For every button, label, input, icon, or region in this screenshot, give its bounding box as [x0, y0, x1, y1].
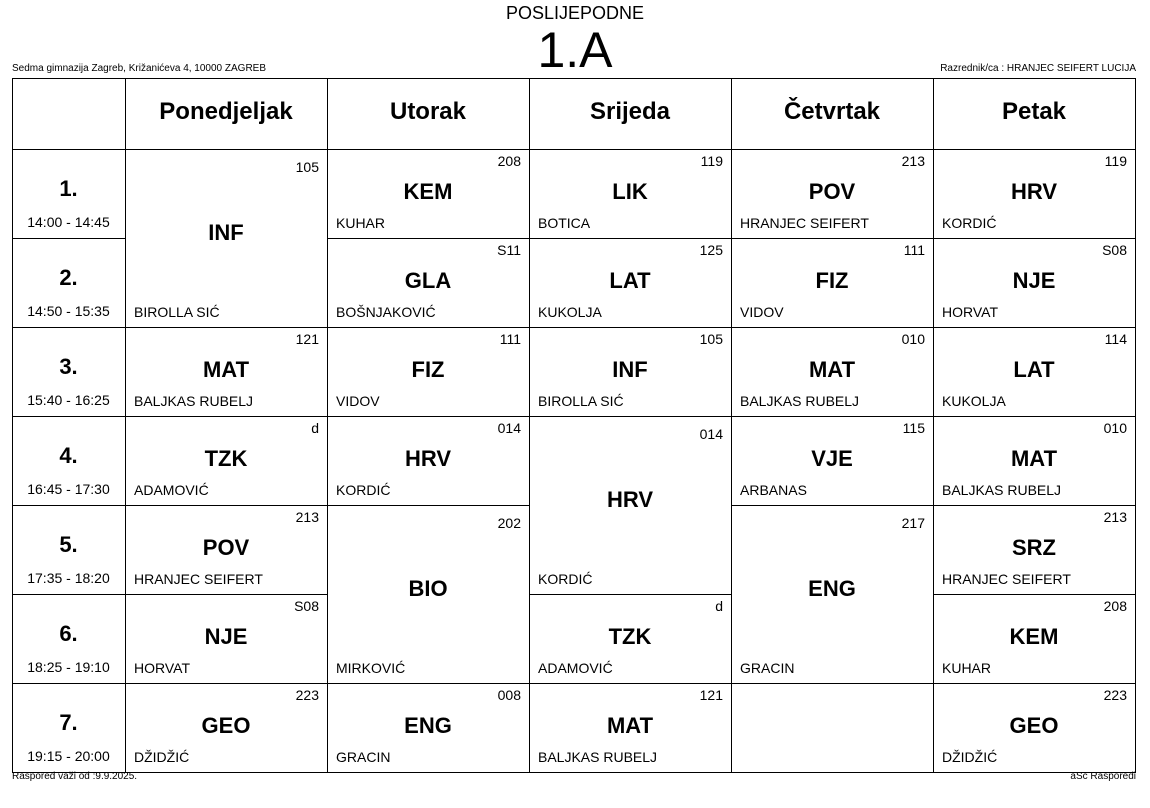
- period-number: 3.: [59, 354, 78, 379]
- lesson-teacher: BOTICA: [538, 215, 591, 231]
- class-title: 1.A: [537, 22, 613, 78]
- period-number: 7.: [59, 710, 78, 735]
- lesson-room: S11: [497, 242, 521, 258]
- lesson-teacher: KORDIĆ: [942, 215, 997, 231]
- lesson-teacher: BIROLLA SIĆ: [538, 393, 624, 409]
- lesson-subject: GEO: [1009, 713, 1059, 738]
- day-header: Petak: [1001, 98, 1067, 125]
- period-number: 1.: [59, 176, 78, 201]
- lesson-room: 119: [700, 153, 723, 169]
- lesson-teacher: GRACIN: [336, 749, 391, 765]
- lesson-cell: [529, 149, 731, 238]
- lesson-room: 223: [1103, 687, 1127, 703]
- lesson-cell: [327, 149, 529, 238]
- lesson-teacher: HRANJEC SEIFERT: [942, 571, 1071, 587]
- period-number: 2.: [59, 265, 78, 290]
- lesson-subject: LAT: [1013, 357, 1055, 382]
- lesson-subject: MAT: [808, 357, 856, 382]
- period-time: 15:40 - 16:25: [27, 392, 110, 408]
- lesson-room: 208: [497, 153, 521, 169]
- lesson-teacher: BALJKAS RUBELJ: [740, 393, 860, 409]
- lesson-room: 125: [699, 242, 723, 258]
- lesson-room: 111: [499, 331, 521, 347]
- period-number: 4.: [59, 443, 78, 468]
- lesson-cell: [125, 327, 327, 416]
- lesson-room: S08: [294, 598, 319, 614]
- lesson-subject: INF: [612, 357, 648, 382]
- lesson-room: 014: [699, 426, 723, 442]
- grid-row-line: [12, 594, 125, 595]
- lesson-room: 202: [497, 515, 521, 531]
- lesson-teacher: DŽIDŽIĆ: [134, 749, 190, 765]
- grid-col-line: [1135, 78, 1136, 772]
- lesson-cell: [933, 327, 1135, 416]
- lesson-cell: [731, 149, 933, 238]
- lesson-teacher: KORDIĆ: [336, 482, 391, 498]
- lesson-room: 010: [1103, 420, 1127, 436]
- lesson-teacher: BIROLLA SIĆ: [134, 304, 220, 320]
- school-address: Sedma gimnazija Zagreb, Križanićeva 4, 10000 ZAGREB: [12, 63, 267, 74]
- lesson-teacher: ADAMOVIĆ: [134, 482, 209, 498]
- lesson-teacher: ARBANAS: [740, 482, 807, 498]
- lesson-room: 008: [497, 687, 521, 703]
- grid-row-line: [12, 238, 125, 239]
- lesson-cell: [529, 683, 731, 772]
- lesson-cell: [327, 683, 529, 772]
- homeroom-teacher: Razrednik/ca : HRANJEC SEIFERT LUCIJA: [940, 63, 1136, 74]
- day-header: Srijeda: [589, 98, 671, 125]
- lesson-cell: [731, 238, 933, 327]
- lesson-teacher: VIDOV: [336, 393, 380, 409]
- valid-from-note: Raspored važi od :9.9.2025.: [12, 771, 138, 782]
- shift-label: POSLIJEPODNE: [505, 3, 645, 23]
- lesson-subject: BIO: [408, 576, 448, 601]
- lesson-teacher: HORVAT: [134, 660, 191, 676]
- lesson-cell: [731, 327, 933, 416]
- grid-row-line: [12, 683, 125, 684]
- cell-divider: [327, 772, 529, 773]
- lesson-subject: POV: [202, 535, 250, 560]
- lesson-teacher: HORVAT: [942, 304, 999, 320]
- lesson-teacher: HRANJEC SEIFERT: [740, 215, 869, 231]
- lesson-room: 213: [1103, 509, 1127, 525]
- lesson-room: d: [311, 420, 319, 436]
- lesson-room: 223: [295, 687, 319, 703]
- period-time: 18:25 - 19:10: [27, 659, 110, 675]
- grid-row-line: [12, 505, 125, 506]
- lesson-cell: [731, 416, 933, 505]
- grid-row-line: [12, 327, 125, 328]
- lesson-room: 213: [295, 509, 319, 525]
- lesson-teacher: BALJKAS RUBELJ: [134, 393, 254, 409]
- period-number: 6.: [59, 621, 78, 646]
- period-time: 19:15 - 20:00: [27, 748, 110, 764]
- lesson-cell: [327, 327, 529, 416]
- lesson-cell: [933, 416, 1135, 505]
- lesson-subject: GEO: [201, 713, 251, 738]
- lesson-room: 105: [295, 159, 319, 175]
- lesson-teacher: BALJKAS RUBELJ: [538, 749, 658, 765]
- cell-divider: [125, 772, 327, 773]
- lesson-subject: MAT: [1010, 446, 1058, 471]
- lesson-room: 010: [901, 331, 925, 347]
- lesson-cell: [529, 238, 731, 327]
- lesson-subject: MAT: [202, 357, 250, 382]
- lesson-cell: [933, 594, 1135, 683]
- lesson-teacher: KUHAR: [942, 660, 992, 676]
- lesson-teacher: KORDIĆ: [538, 571, 593, 587]
- lesson-room: 121: [699, 687, 723, 703]
- period-time: 17:35 - 18:20: [27, 570, 110, 586]
- lesson-subject: SRZ: [1012, 535, 1056, 560]
- lesson-cell: [125, 416, 327, 505]
- lesson-teacher: GRACIN: [740, 660, 795, 676]
- lesson-teacher: BALJKAS RUBELJ: [942, 482, 1062, 498]
- lesson-teacher: VIDOV: [740, 304, 784, 320]
- lesson-teacher: KUKOLJA: [538, 304, 602, 320]
- lesson-room: 105: [699, 331, 723, 347]
- lesson-subject: ENG: [404, 713, 452, 738]
- lesson-subject: HRV: [606, 487, 654, 512]
- lesson-subject: FIZ: [411, 357, 445, 382]
- lesson-room: 208: [1103, 598, 1127, 614]
- grid-border-top: [12, 78, 1135, 79]
- lesson-room: 213: [901, 153, 925, 169]
- lesson-room: S08: [1102, 242, 1127, 258]
- lesson-cell: [327, 505, 529, 683]
- lesson-subject: VJE: [811, 446, 853, 471]
- lesson-cell: [327, 416, 529, 505]
- lesson-cell: [327, 238, 529, 327]
- lesson-cell: [125, 149, 327, 327]
- lesson-subject: NJE: [1012, 268, 1056, 293]
- lesson-subject: LAT: [609, 268, 651, 293]
- lesson-teacher: HRANJEC SEIFERT: [134, 571, 263, 587]
- lesson-room: 014: [497, 420, 521, 436]
- period-time: 16:45 - 17:30: [27, 481, 110, 497]
- lesson-room: 114: [1104, 331, 1127, 347]
- lesson-subject: LIK: [612, 179, 648, 204]
- lesson-room: 119: [1104, 153, 1127, 169]
- lesson-room: 115: [902, 420, 925, 436]
- lesson-teacher: KUKOLJA: [942, 393, 1006, 409]
- lesson-teacher: BOŠNJAKOVIĆ: [336, 304, 436, 320]
- lesson-cell: [125, 505, 327, 594]
- lesson-room: 121: [295, 331, 319, 347]
- day-header: Utorak: [389, 98, 467, 125]
- day-header: Četvrtak: [783, 98, 881, 125]
- period-time: 14:50 - 15:35: [27, 303, 110, 319]
- lesson-subject: GLA: [404, 268, 452, 293]
- lesson-teacher: DŽIDŽIĆ: [942, 749, 998, 765]
- lesson-cell: [731, 505, 933, 683]
- lesson-cell: [933, 238, 1135, 327]
- lesson-room: d: [715, 598, 723, 614]
- lesson-cell: [933, 683, 1135, 772]
- cell-divider: [529, 772, 731, 773]
- lesson-subject: NJE: [204, 624, 248, 649]
- lesson-teacher: MIRKOVIĆ: [336, 660, 406, 676]
- lesson-subject: TZK: [204, 446, 248, 471]
- lesson-cell: [933, 505, 1135, 594]
- lesson-subject: KEM: [403, 179, 453, 204]
- day-header: Ponedjeljak: [159, 98, 293, 125]
- lesson-teacher: KUHAR: [336, 215, 386, 231]
- lesson-subject: POV: [808, 179, 856, 204]
- lesson-subject: ENG: [808, 576, 856, 601]
- lesson-teacher: ADAMOVIĆ: [538, 660, 613, 676]
- lesson-subject: TZK: [608, 624, 652, 649]
- lesson-subject: KEM: [1009, 624, 1059, 649]
- lesson-cell: [529, 416, 731, 594]
- lesson-subject: MAT: [606, 713, 654, 738]
- lesson-cell: [125, 594, 327, 683]
- lesson-cell: [529, 327, 731, 416]
- lesson-subject: FIZ: [815, 268, 849, 293]
- period-time: 14:00 - 14:45: [27, 214, 110, 230]
- lesson-subject: HRV: [404, 446, 452, 471]
- lesson-cell: [125, 683, 327, 772]
- software-credit: aSc Rasporedi: [1070, 771, 1136, 782]
- grid-row-line: [12, 416, 125, 417]
- lesson-room: 217: [901, 515, 925, 531]
- lesson-cell: [933, 149, 1135, 238]
- lesson-subject: HRV: [1010, 179, 1058, 204]
- lesson-subject: INF: [208, 220, 244, 245]
- lesson-room: 111: [903, 242, 925, 258]
- lesson-cell: [529, 594, 731, 683]
- period-number: 5.: [59, 532, 78, 557]
- cell-divider: [731, 683, 933, 684]
